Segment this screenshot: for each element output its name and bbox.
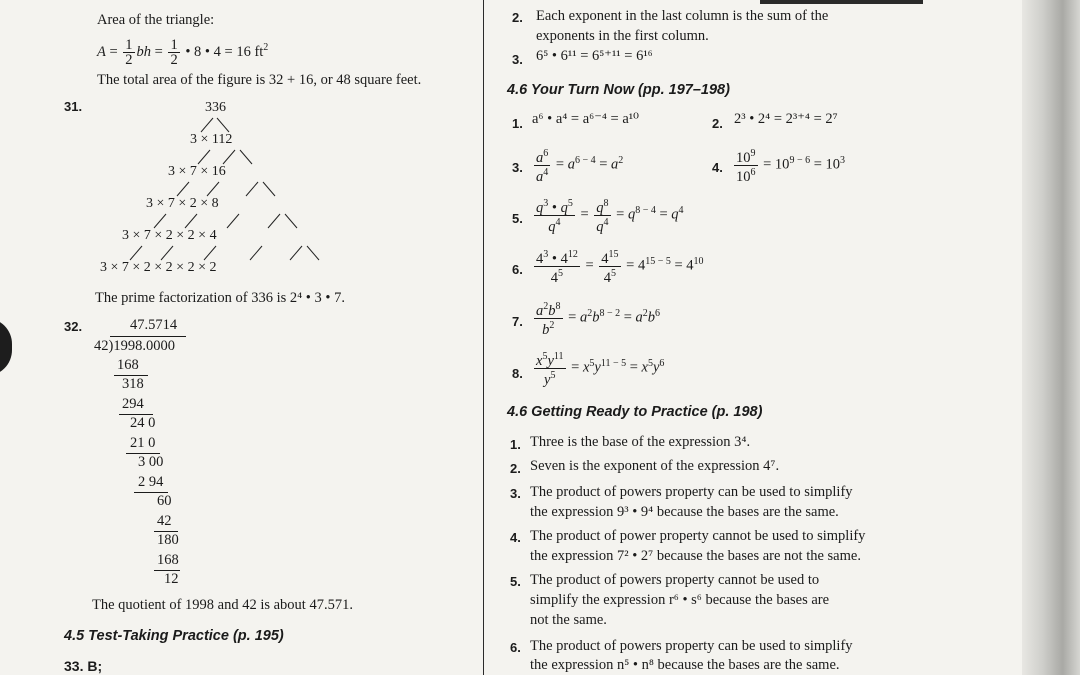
page-binding-gutter (1022, 0, 1080, 675)
quotient-text: The quotient of 1998 and 42 is about 47.571. (92, 597, 353, 613)
answer-line: the expression 7² • 2⁷ because the bases are not the same. (530, 548, 861, 564)
answer-fraction: $\frac{x^5y^{11}}{y^5}$ = $x^5y^{11 - 5} = x^5y^6$ (536, 351, 665, 388)
answer-fraction: $\frac{q^3 • q^5}{q^4}$ = $\frac{q^8}{q^4}$ = $q^{8 - 4} = q^4$ (536, 198, 684, 235)
header-bar (760, 0, 923, 4)
answer-line: The product of power property cannot be used to simplify (530, 528, 866, 544)
division-step: 318 (122, 376, 144, 392)
item-number: 4. (510, 530, 521, 545)
division-step: 294 (122, 396, 144, 412)
answer-fraction: $\frac{10^9}{10^6}$ = $10^{9 - 6} = 10^3$ (736, 148, 846, 185)
item-number: 3. (512, 160, 523, 175)
division-step: 12 (164, 571, 179, 587)
division-step: 42 (157, 513, 172, 529)
answer-fraction: $\frac{4^3 • 4^{12}}{4^5}$ = $\frac{4^{15}}{4^5}$ = $4^{15 - 5} = 4^{10}$ (536, 249, 704, 286)
area-formula: A = $\frac{1}{2}$ bh = $\frac{1}{2}$ • 8 • 4 = 16 $ft^2$ (97, 37, 269, 68)
prime-factorization-text: The prime factorization of 336 is 2⁴ • 3 • 7. (95, 290, 345, 306)
answer-line: the expression n⁵ • n⁸ because the bases are the same. (530, 657, 840, 673)
division-step: 2 94 (138, 474, 164, 490)
factor-tree-row: 3 × 7 × 16 (168, 164, 226, 179)
factor-tree-row: 336 (205, 100, 226, 115)
answer-line: not the same. (530, 612, 607, 628)
answer-line: 2³ • 2⁴ = 2³⁺⁴ = 2⁷ (734, 111, 838, 127)
section-heading-4-6-ready: 4.6 Getting Ready to Practice (p. 198) (507, 404, 763, 420)
section-heading-4-5: 4.5 Test-Taking Practice (p. 195) (64, 628, 284, 644)
problem-31-number: 31. (64, 99, 83, 114)
answer-line: Each exponent in the last column is the sum of the (536, 8, 829, 24)
answer-line: The product of powers property cannot be used to (530, 572, 820, 588)
item-number: 5. (512, 211, 523, 226)
factor-tree-row: 3 × 7 × 2 × 2 × 2 × 2 (100, 260, 217, 275)
item-number: 7. (512, 314, 523, 329)
division-bar (110, 336, 186, 337)
item-number: 4. (712, 160, 723, 175)
division-step: 180 (157, 532, 179, 548)
division-step: 3 00 (138, 454, 164, 470)
section-heading-4-6-your-turn: 4.6 Your Turn Now (pp. 197–198) (507, 82, 730, 98)
column-divider (483, 0, 484, 675)
division-step: 60 (157, 493, 172, 509)
answer-line: the expression 9³ • 9⁴ because the bases are the same. (530, 504, 839, 520)
answer-line: The product of powers property can be used to simplify (530, 638, 853, 654)
division-dividend: 42)1998.0000 (94, 338, 175, 354)
item-number: 1. (510, 437, 521, 452)
answer-fraction: $\frac{a^2b^8}{b^2}$ = $a^2b^{8 - 2} = a^2b^6$ (536, 301, 661, 338)
factor-tree-row: 3 × 7 × 2 × 2 × 4 (122, 228, 217, 243)
division-step: 168 (157, 552, 179, 568)
answer-line: The product of powers property can be used to simplify (530, 484, 853, 500)
item-number: 1. (512, 116, 523, 131)
item-number: 3. (510, 486, 521, 501)
problem-33: 33. B; (64, 658, 103, 674)
item-number: 2. (510, 461, 521, 476)
item-number: 6. (512, 262, 523, 277)
division-quotient: 47.5714 (130, 317, 178, 333)
division-step: 168 (117, 357, 139, 373)
item-number: 2. (712, 116, 723, 131)
answer-line: 6⁵ • 6¹¹ = 6⁵⁺¹¹ = 6¹⁶ (536, 48, 653, 64)
answer-line: Three is the base of the expression 3⁴. (530, 434, 751, 450)
item-number: 2. (512, 10, 523, 25)
problem-32-number: 32. (64, 319, 83, 334)
answer-line: simplify the expression r⁶ • s⁶ because the bases are (530, 592, 830, 608)
factor-tree-row: 3 × 112 (190, 132, 233, 147)
area-label: Area of the triangle: (97, 12, 215, 28)
factor-tree-branches (80, 112, 380, 292)
answer-line: exponents in the first column. (536, 28, 709, 44)
item-number: 6. (510, 640, 521, 655)
item-number: 5. (510, 574, 521, 589)
answer-fraction: $\frac{a^6}{a^4}$ = $a^{6 - 4} = a^2$ (536, 148, 624, 185)
item-number: 8. (512, 366, 523, 381)
answer-line: a⁶ • a⁴ = a⁶⁻⁴ = a¹⁰ (532, 111, 639, 127)
answer-line: Seven is the exponent of the expression 4⁷. (530, 458, 780, 474)
division-step: 24 0 (130, 415, 156, 431)
factor-tree-row: 3 × 7 × 2 × 8 (146, 196, 219, 211)
item-number: 3. (512, 52, 523, 67)
binder-hole (0, 318, 12, 376)
division-step: 21 0 (130, 435, 156, 451)
total-area-text: The total area of the figure is 32 + 16, or 48 square feet. (97, 72, 422, 88)
